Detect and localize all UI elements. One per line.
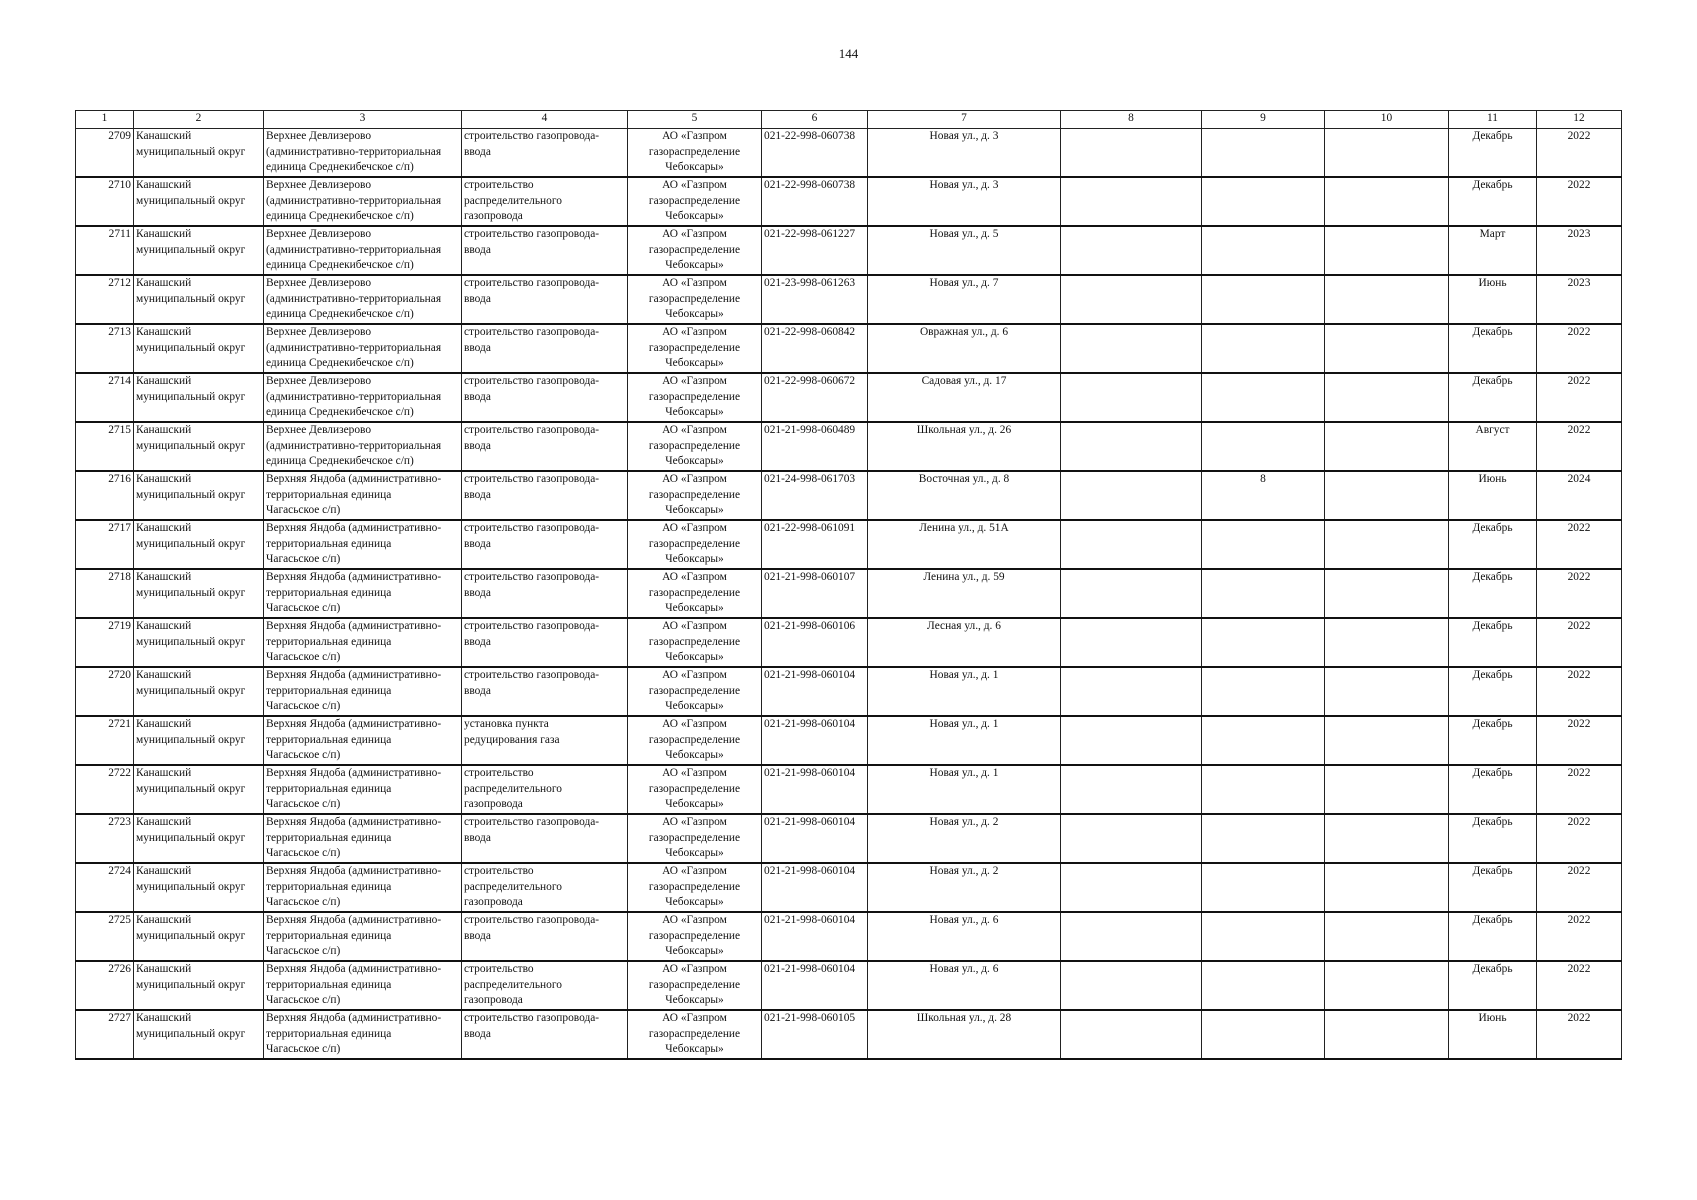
column-header: 3 [264, 111, 462, 129]
year-cell: 2022 [1537, 618, 1622, 667]
organization-cell: АО «Газпром газораспределение Чебоксары» [628, 275, 762, 324]
work-type-cell: строительство газопровода- ввода [462, 618, 628, 667]
table-row [76, 716, 1622, 765]
month-cell: Декабрь [1449, 129, 1537, 178]
column-header: 6 [762, 111, 868, 129]
settlement-cell: Верхнее Девлизерово (административно-территориальная единица Среднекибечское с/п) [264, 373, 462, 422]
code-cell: 021-22-998-060738 [762, 177, 868, 226]
column-10-cell [1325, 569, 1449, 618]
year-cell: 2022 [1537, 961, 1622, 1010]
column-header: 9 [1202, 111, 1325, 129]
column-10-cell [1325, 1010, 1449, 1059]
district-cell: Канашский муниципальный округ [134, 471, 264, 520]
address-cell: Новая ул., д. 3 [868, 177, 1061, 226]
work-type-cell: строительство газопровода- ввода [462, 129, 628, 178]
column-8-cell [1061, 863, 1202, 912]
settlement-cell: Верхняя Яндоба (административно- территориальная единица Чагасьское с/п) [264, 667, 462, 716]
column-9-cell [1202, 324, 1325, 373]
organization-cell: АО «Газпром газораспределение Чебоксары» [628, 765, 762, 814]
column-8-cell [1061, 422, 1202, 471]
code-cell: 021-22-998-060842 [762, 324, 868, 373]
month-cell: Декабрь [1449, 373, 1537, 422]
district-cell: Канашский муниципальный округ [134, 177, 264, 226]
row-number-cell: 2722 [76, 765, 134, 814]
year-cell: 2022 [1537, 667, 1622, 716]
column-10-cell [1325, 471, 1449, 520]
work-type-cell: строительство газопровода- ввода [462, 667, 628, 716]
year-cell: 2022 [1537, 814, 1622, 863]
column-9-cell [1202, 863, 1325, 912]
column-8-cell [1061, 373, 1202, 422]
column-8-cell [1061, 177, 1202, 226]
address-cell: Школьная ул., д. 26 [868, 422, 1061, 471]
organization-cell: АО «Газпром газораспределение Чебоксары» [628, 471, 762, 520]
address-cell: Ленина ул., д. 51А [868, 520, 1061, 569]
address-cell: Новая ул., д. 1 [868, 667, 1061, 716]
code-cell: 021-21-998-060104 [762, 814, 868, 863]
organization-cell: АО «Газпром газораспределение Чебоксары» [628, 422, 762, 471]
column-8-cell [1061, 569, 1202, 618]
district-cell: Канашский муниципальный округ [134, 618, 264, 667]
district-cell: Канашский муниципальный округ [134, 863, 264, 912]
organization-cell: АО «Газпром газораспределение Чебоксары» [628, 177, 762, 226]
year-cell: 2022 [1537, 520, 1622, 569]
column-9-cell [1202, 422, 1325, 471]
settlement-cell: Верхняя Яндоба (административно- территориальная единица Чагасьское с/п) [264, 1010, 462, 1059]
code-cell: 021-21-998-060104 [762, 716, 868, 765]
month-cell: Декабрь [1449, 177, 1537, 226]
column-8-cell [1061, 912, 1202, 961]
row-number-cell: 2727 [76, 1010, 134, 1059]
table-row [76, 1010, 1622, 1059]
column-10-cell [1325, 716, 1449, 765]
organization-cell: АО «Газпром газораспределение Чебоксары» [628, 863, 762, 912]
row-number-cell: 2715 [76, 422, 134, 471]
year-cell: 2022 [1537, 863, 1622, 912]
address-cell: Школьная ул., д. 28 [868, 1010, 1061, 1059]
row-number-cell: 2716 [76, 471, 134, 520]
code-cell: 021-24-998-061703 [762, 471, 868, 520]
column-10-cell [1325, 912, 1449, 961]
district-cell: Канашский муниципальный округ [134, 422, 264, 471]
row-number-cell: 2723 [76, 814, 134, 863]
table-row [76, 324, 1622, 373]
address-cell: Новая ул., д. 2 [868, 863, 1061, 912]
row-number-cell: 2710 [76, 177, 134, 226]
column-10-cell [1325, 226, 1449, 275]
table-row [76, 471, 1622, 520]
settlement-cell: Верхнее Девлизерово (административно-территориальная единица Среднекибечское с/п) [264, 275, 462, 324]
year-cell: 2022 [1537, 569, 1622, 618]
row-number-cell: 2713 [76, 324, 134, 373]
code-cell: 021-21-998-060104 [762, 912, 868, 961]
code-cell: 021-23-998-061263 [762, 275, 868, 324]
district-cell: Канашский муниципальный округ [134, 275, 264, 324]
column-8-cell [1061, 226, 1202, 275]
month-cell: Декабрь [1449, 324, 1537, 373]
settlement-cell: Верхнее Девлизерово (административно-территориальная единица Среднекибечское с/п) [264, 226, 462, 275]
address-cell: Лесная ул., д. 6 [868, 618, 1061, 667]
address-cell: Новая ул., д. 6 [868, 961, 1061, 1010]
settlement-cell: Верхняя Яндоба (административно- территориальная единица Чагасьское с/п) [264, 912, 462, 961]
code-cell: 021-22-998-060672 [762, 373, 868, 422]
table-row [76, 814, 1622, 863]
row-number-cell: 2717 [76, 520, 134, 569]
column-header: 10 [1325, 111, 1449, 129]
row-number-cell: 2724 [76, 863, 134, 912]
column-10-cell [1325, 324, 1449, 373]
column-9-cell [1202, 765, 1325, 814]
work-type-cell: строительство газопровода- ввода [462, 520, 628, 569]
settlement-cell: Верхняя Яндоба (административно- территориальная единица Чагасьское с/п) [264, 569, 462, 618]
month-cell: Июнь [1449, 275, 1537, 324]
column-8-cell [1061, 471, 1202, 520]
work-type-cell: строительство газопровода- ввода [462, 373, 628, 422]
column-10-cell [1325, 422, 1449, 471]
settlement-cell: Верхняя Яндоба (административно- территориальная единица Чагасьское с/п) [264, 961, 462, 1010]
row-number-cell: 2718 [76, 569, 134, 618]
work-type-cell: строительство газопровода- ввода [462, 912, 628, 961]
settlement-cell: Верхняя Яндоба (административно- территориальная единица Чагасьское с/п) [264, 863, 462, 912]
organization-cell: АО «Газпром газораспределение Чебоксары» [628, 520, 762, 569]
column-8-cell [1061, 324, 1202, 373]
code-cell: 021-21-998-060105 [762, 1010, 868, 1059]
row-number-cell: 2709 [76, 129, 134, 178]
district-cell: Канашский муниципальный округ [134, 912, 264, 961]
table-row [76, 226, 1622, 275]
address-cell: Новая ул., д. 3 [868, 129, 1061, 178]
table-row [76, 275, 1622, 324]
column-10-cell [1325, 765, 1449, 814]
work-type-cell: строительство распределительного газопровода [462, 961, 628, 1010]
month-cell: Декабрь [1449, 961, 1537, 1010]
month-cell: Июнь [1449, 471, 1537, 520]
work-type-cell: строительство газопровода- ввода [462, 1010, 628, 1059]
row-number-cell: 2719 [76, 618, 134, 667]
table-row [76, 177, 1622, 226]
organization-cell: АО «Газпром газораспределение Чебоксары» [628, 716, 762, 765]
column-10-cell [1325, 520, 1449, 569]
organization-cell: АО «Газпром газораспределение Чебоксары» [628, 129, 762, 178]
row-number-cell: 2714 [76, 373, 134, 422]
column-9-cell [1202, 814, 1325, 863]
page-number: 144 [838, 46, 859, 61]
table-row [76, 129, 1622, 178]
column-9-cell [1202, 1010, 1325, 1059]
address-cell: Новая ул., д. 2 [868, 814, 1061, 863]
work-type-cell: строительство газопровода- ввода [462, 471, 628, 520]
work-type-cell: строительство газопровода- ввода [462, 226, 628, 275]
year-cell: 2022 [1537, 324, 1622, 373]
organization-cell: АО «Газпром газораспределение Чебоксары» [628, 814, 762, 863]
address-cell: Новая ул., д. 1 [868, 716, 1061, 765]
settlement-cell: Верхнее Девлизерово (административно-территориальная единица Среднекибечское с/п) [264, 177, 462, 226]
address-cell: Новая ул., д. 6 [868, 912, 1061, 961]
year-cell: 2024 [1537, 471, 1622, 520]
year-cell: 2023 [1537, 275, 1622, 324]
column-8-cell [1061, 667, 1202, 716]
column-9-cell: 8 [1202, 471, 1325, 520]
column-9-cell [1202, 961, 1325, 1010]
month-cell: Декабрь [1449, 863, 1537, 912]
district-cell: Канашский муниципальный округ [134, 716, 264, 765]
column-9-cell [1202, 373, 1325, 422]
code-cell: 021-21-998-060104 [762, 667, 868, 716]
column-8-cell [1061, 716, 1202, 765]
code-cell: 021-21-998-060104 [762, 863, 868, 912]
organization-cell: АО «Газпром газораспределение Чебоксары» [628, 961, 762, 1010]
work-type-cell: строительство распределительного газопровода [462, 765, 628, 814]
organization-cell: АО «Газпром газораспределение Чебоксары» [628, 912, 762, 961]
registry-table [75, 110, 1622, 1060]
address-cell: Овражная ул., д. 6 [868, 324, 1061, 373]
month-cell: Декабрь [1449, 618, 1537, 667]
column-8-cell [1061, 129, 1202, 178]
table-row [76, 569, 1622, 618]
code-cell: 021-21-998-060106 [762, 618, 868, 667]
settlement-cell: Верхняя Яндоба (административно- территориальная единица Чагасьское с/п) [264, 618, 462, 667]
table-row [76, 520, 1622, 569]
row-number-cell: 2721 [76, 716, 134, 765]
column-header: 7 [868, 111, 1061, 129]
month-cell: Июнь [1449, 1010, 1537, 1059]
column-header: 2 [134, 111, 264, 129]
month-cell: Декабрь [1449, 569, 1537, 618]
column-9-cell [1202, 177, 1325, 226]
table-row [76, 667, 1622, 716]
settlement-cell: Верхнее Девлизерово (административно-территориальная единица Среднекибечское с/п) [264, 422, 462, 471]
column-8-cell [1061, 618, 1202, 667]
district-cell: Канашский муниципальный округ [134, 226, 264, 275]
column-10-cell [1325, 814, 1449, 863]
organization-cell: АО «Газпром газораспределение Чебоксары» [628, 618, 762, 667]
column-number-row [76, 111, 1622, 129]
month-cell: Март [1449, 226, 1537, 275]
address-cell: Новая ул., д. 1 [868, 765, 1061, 814]
district-cell: Канашский муниципальный округ [134, 324, 264, 373]
settlement-cell: Верхняя Яндоба (административно- территориальная единица Чагасьское с/п) [264, 716, 462, 765]
settlement-cell: Верхняя Яндоба (административно- территориальная единица Чагасьское с/п) [264, 765, 462, 814]
column-10-cell [1325, 177, 1449, 226]
column-header: 11 [1449, 111, 1537, 129]
work-type-cell: строительство газопровода- ввода [462, 324, 628, 373]
month-cell: Декабрь [1449, 520, 1537, 569]
code-cell: 021-21-998-060489 [762, 422, 868, 471]
work-type-cell: строительство распределительного газопровода [462, 177, 628, 226]
year-cell: 2022 [1537, 129, 1622, 178]
column-10-cell [1325, 275, 1449, 324]
address-cell: Садовая ул., д. 17 [868, 373, 1061, 422]
table-row [76, 618, 1622, 667]
work-type-cell: строительство газопровода- ввода [462, 275, 628, 324]
row-number-cell: 2712 [76, 275, 134, 324]
row-number-cell: 2726 [76, 961, 134, 1010]
district-cell: Канашский муниципальный округ [134, 667, 264, 716]
column-header: 5 [628, 111, 762, 129]
column-8-cell [1061, 1010, 1202, 1059]
work-type-cell: установка пункта редуцирования газа [462, 716, 628, 765]
month-cell: Декабрь [1449, 912, 1537, 961]
column-10-cell [1325, 129, 1449, 178]
settlement-cell: Верхнее Девлизерово (административно-территориальная единица Среднекибечское с/п) [264, 324, 462, 373]
month-cell: Декабрь [1449, 667, 1537, 716]
column-9-cell [1202, 275, 1325, 324]
table-row [76, 961, 1622, 1010]
organization-cell: АО «Газпром газораспределение Чебоксары» [628, 324, 762, 373]
table-row [76, 373, 1622, 422]
month-cell: Декабрь [1449, 716, 1537, 765]
column-8-cell [1061, 765, 1202, 814]
column-9-cell [1202, 716, 1325, 765]
code-cell: 021-22-998-061091 [762, 520, 868, 569]
column-9-cell [1202, 667, 1325, 716]
month-cell: Август [1449, 422, 1537, 471]
district-cell: Канашский муниципальный округ [134, 373, 264, 422]
column-9-cell [1202, 569, 1325, 618]
table-row [76, 863, 1622, 912]
code-cell: 021-22-998-061227 [762, 226, 868, 275]
row-number-cell: 2720 [76, 667, 134, 716]
code-cell: 021-21-998-060104 [762, 961, 868, 1010]
column-header: 4 [462, 111, 628, 129]
code-cell: 021-21-998-060104 [762, 765, 868, 814]
district-cell: Канашский муниципальный округ [134, 129, 264, 178]
district-cell: Канашский муниципальный округ [134, 814, 264, 863]
column-8-cell [1061, 275, 1202, 324]
organization-cell: АО «Газпром газораспределение Чебоксары» [628, 373, 762, 422]
work-type-cell: строительство распределительного газопровода [462, 863, 628, 912]
column-header: 1 [76, 111, 134, 129]
year-cell: 2022 [1537, 912, 1622, 961]
settlement-cell: Верхняя Яндоба (административно- территориальная единица Чагасьское с/п) [264, 520, 462, 569]
settlement-cell: Верхняя Яндоба (административно- территориальная единица Чагасьское с/п) [264, 471, 462, 520]
district-cell: Канашский муниципальный округ [134, 569, 264, 618]
column-10-cell [1325, 961, 1449, 1010]
address-cell: Восточная ул., д. 8 [868, 471, 1061, 520]
column-9-cell [1202, 129, 1325, 178]
year-cell: 2022 [1537, 177, 1622, 226]
column-8-cell [1061, 814, 1202, 863]
table-body [76, 129, 1622, 1060]
row-number-cell: 2725 [76, 912, 134, 961]
work-type-cell: строительство газопровода- ввода [462, 814, 628, 863]
column-header: 12 [1537, 111, 1622, 129]
district-cell: Канашский муниципальный округ [134, 520, 264, 569]
year-cell: 2022 [1537, 716, 1622, 765]
district-cell: Канашский муниципальный округ [134, 765, 264, 814]
column-10-cell [1325, 618, 1449, 667]
organization-cell: АО «Газпром газораспределение Чебоксары» [628, 569, 762, 618]
column-9-cell [1202, 618, 1325, 667]
district-cell: Канашский муниципальный округ [134, 961, 264, 1010]
year-cell: 2022 [1537, 1010, 1622, 1059]
year-cell: 2023 [1537, 226, 1622, 275]
row-number-cell: 2711 [76, 226, 134, 275]
table-row [76, 422, 1622, 471]
column-10-cell [1325, 373, 1449, 422]
organization-cell: АО «Газпром газораспределение Чебоксары» [628, 226, 762, 275]
column-10-cell [1325, 667, 1449, 716]
month-cell: Декабрь [1449, 814, 1537, 863]
district-cell: Канашский муниципальный округ [134, 1010, 264, 1059]
column-header: 8 [1061, 111, 1202, 129]
table-row [76, 765, 1622, 814]
column-9-cell [1202, 520, 1325, 569]
code-cell: 021-22-998-060738 [762, 129, 868, 178]
table-row [76, 912, 1622, 961]
month-cell: Декабрь [1449, 765, 1537, 814]
organization-cell: АО «Газпром газораспределение Чебоксары» [628, 667, 762, 716]
column-10-cell [1325, 863, 1449, 912]
address-cell: Новая ул., д. 5 [868, 226, 1061, 275]
address-cell: Новая ул., д. 7 [868, 275, 1061, 324]
column-8-cell [1061, 961, 1202, 1010]
address-cell: Ленина ул., д. 59 [868, 569, 1061, 618]
column-8-cell [1061, 520, 1202, 569]
work-type-cell: строительство газопровода- ввода [462, 569, 628, 618]
work-type-cell: строительство газопровода- ввода [462, 422, 628, 471]
year-cell: 2022 [1537, 373, 1622, 422]
organization-cell: АО «Газпром газораспределение Чебоксары» [628, 1010, 762, 1059]
code-cell: 021-21-998-060107 [762, 569, 868, 618]
year-cell: 2022 [1537, 422, 1622, 471]
year-cell: 2022 [1537, 765, 1622, 814]
settlement-cell: Верхняя Яндоба (административно- территориальная единица Чагасьское с/п) [264, 814, 462, 863]
column-9-cell [1202, 226, 1325, 275]
column-9-cell [1202, 912, 1325, 961]
settlement-cell: Верхнее Девлизерово (административно-территориальная единица Среднекибечское с/п) [264, 129, 462, 178]
